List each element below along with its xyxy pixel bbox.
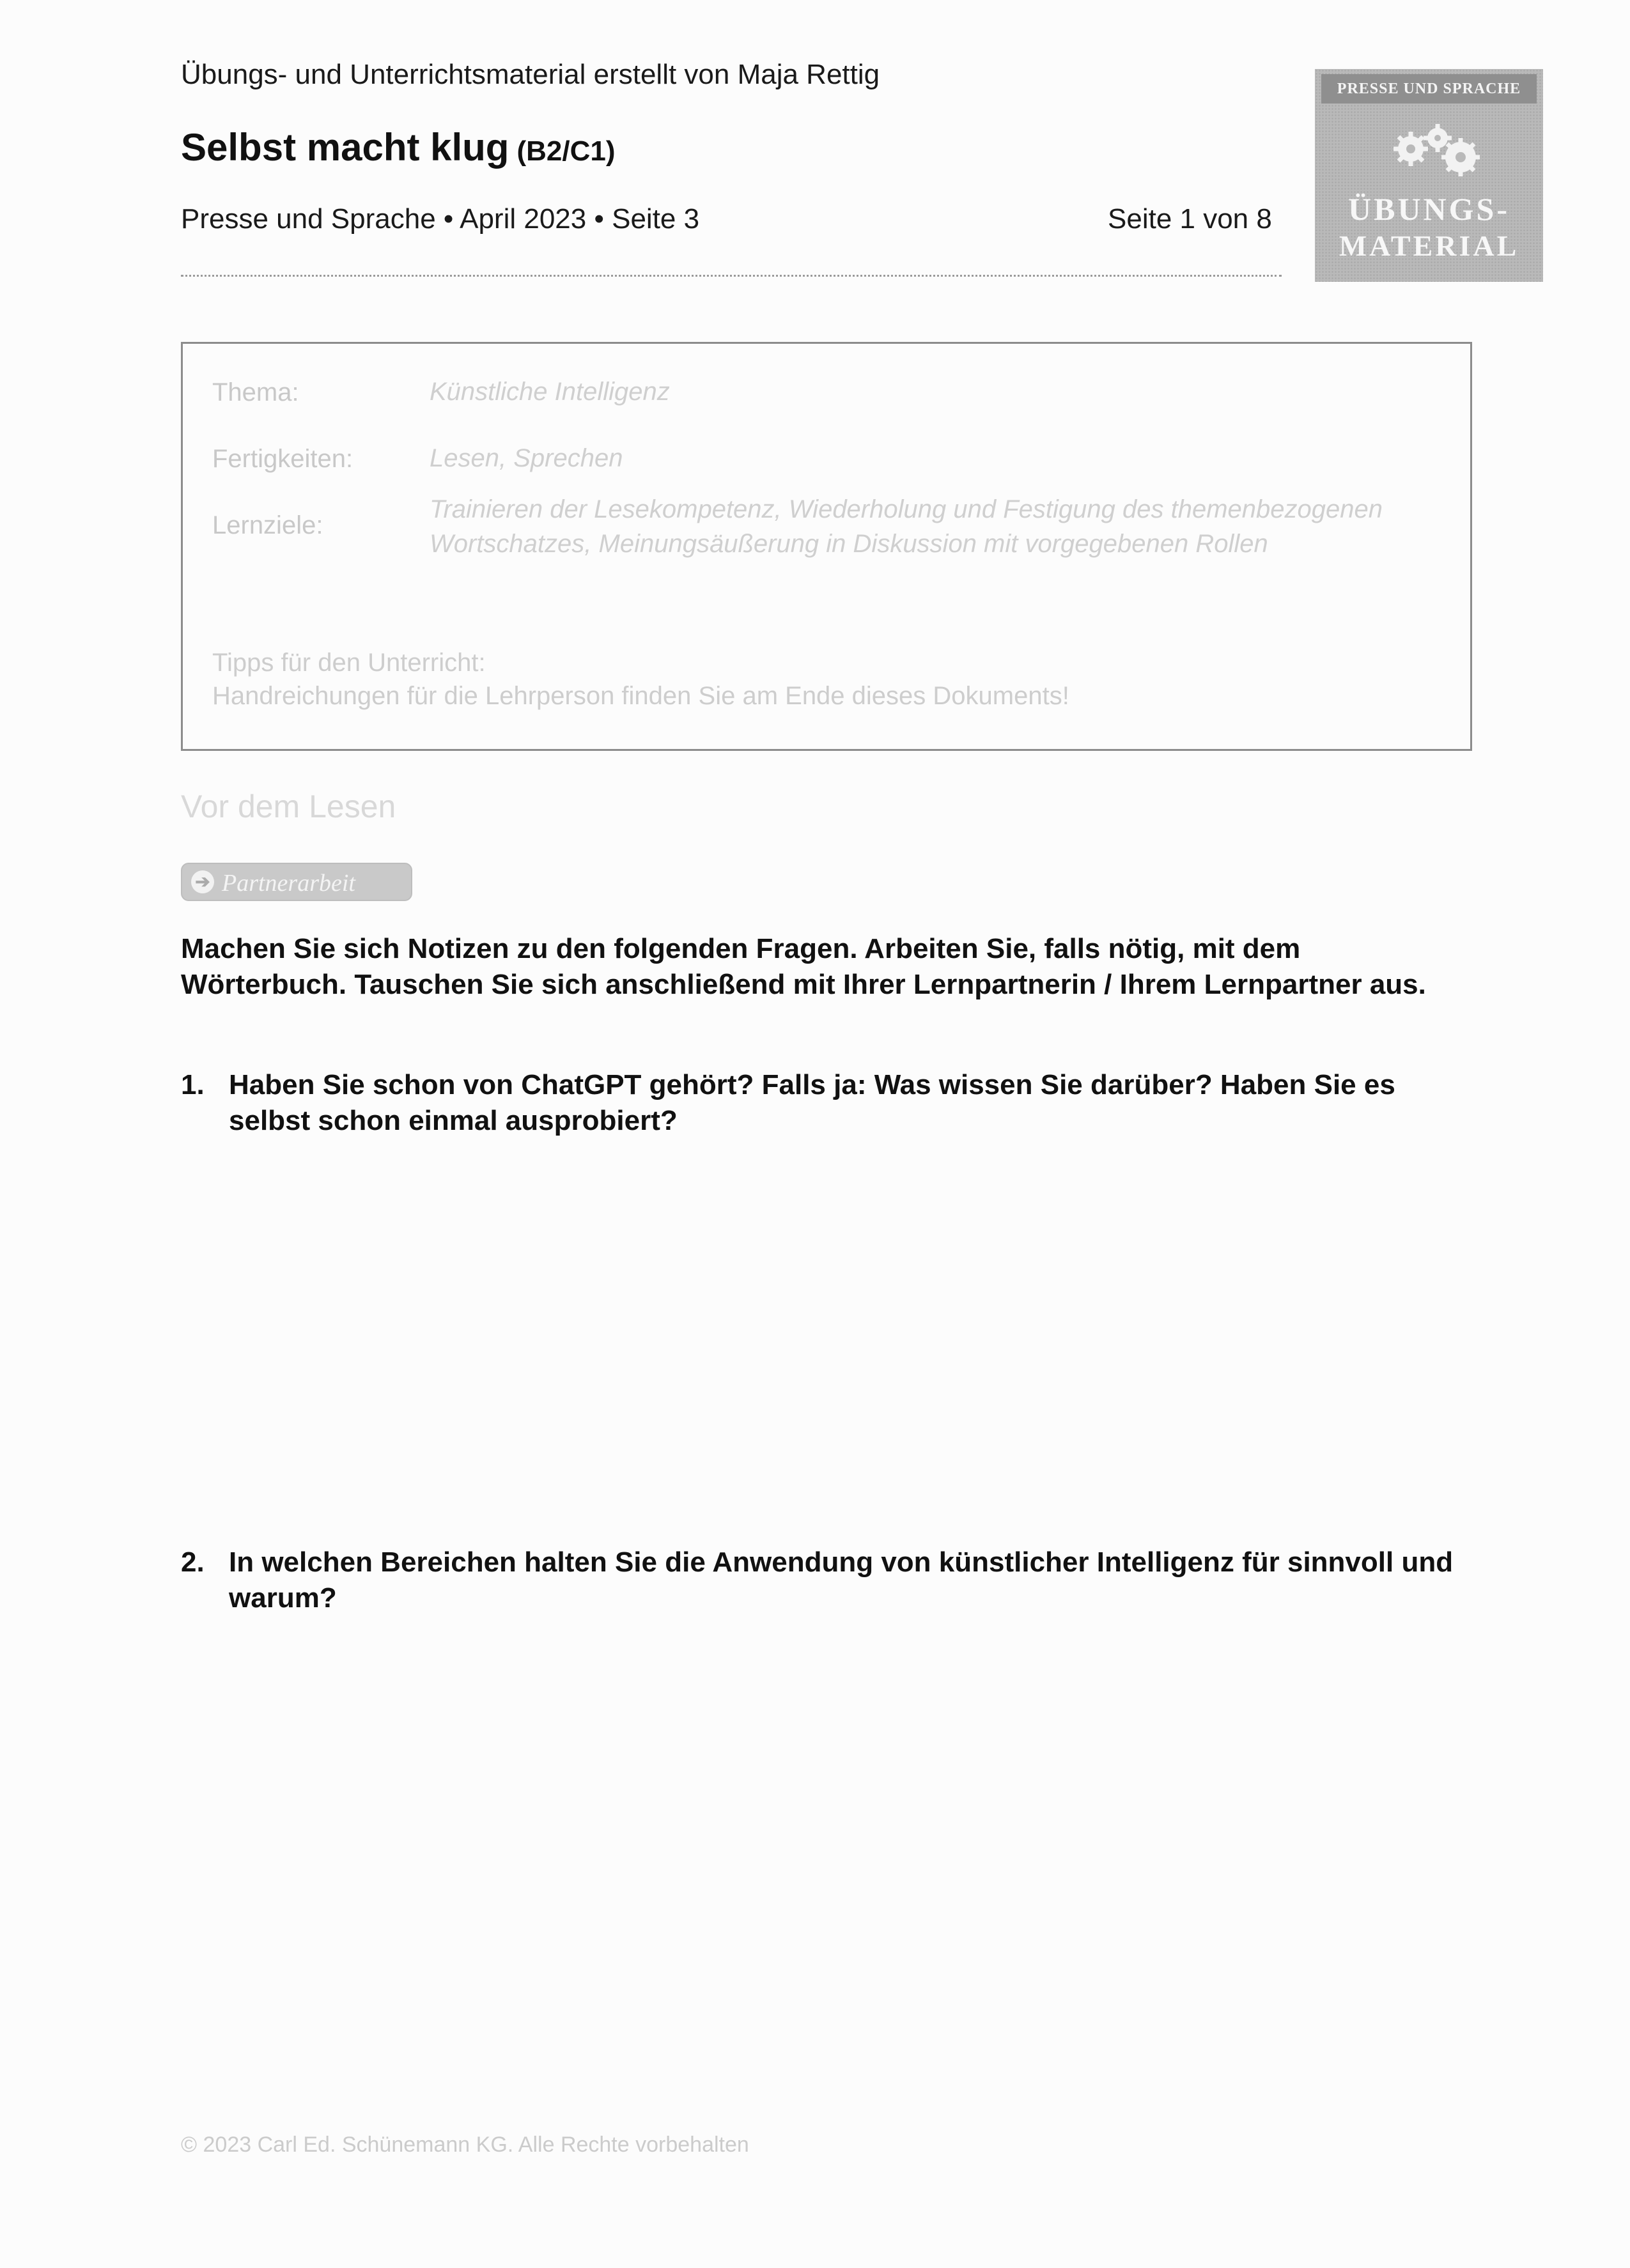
info-tips-text: Handreichungen für die Lehrperson finden Sie am Ende dieses Dokuments! [212,682,1069,710]
level-label: (B2/C1) [516,135,616,167]
badge-label: Partnerarbeit [222,870,355,897]
logo-top-text: PRESSE UND SPRACHE [1321,74,1537,104]
instructions: Machen Sie sich Notizen zu den folgenden Fragen. Arbeiten Sie, falls nötig, mit dem Wörterbuch. Tauschen Sie sich anschließend mit Ihrer Lernpartnerin / Ihrem Lernpartner aus. [181,933,1426,1000]
section-heading: Vor dem Lesen [181,789,396,824]
document-title: Selbst macht klug [181,126,509,169]
info-label-skills: Fertigkeiten: [212,445,353,473]
header-divider [181,275,1282,277]
page-indicator: Seite 1 von 8 [1108,203,1272,235]
partner-work-badge [181,863,412,901]
gears-icon [1385,114,1481,190]
question-text: In welchen Bereichen halten Sie die Anwendung von künstlicher Intelligenz für sinnvoll und warum? [229,1547,1454,1614]
source-line: Presse und Sprache • April 2023 • Seite 3 [181,203,700,235]
info-label-goals: Lernziele: [212,511,323,539]
info-label-topic: Thema: [212,378,299,406]
author-line: Übungs- und Unterrichtsmaterial erstellt von Maja Rettig [181,59,880,90]
copyright-footer: © 2023 Carl Ed. Schünemann KG. Alle Rechte vorbehalten [181,2133,749,2157]
title-row [181,125,616,169]
logo-line1: ÜBUNGS- [1347,191,1510,227]
question-text: Haben Sie schon von ChatGPT gehört? Falls ja: Was wissen Sie darüber? Haben Sie es selbst schon einmal ausprobiert? [229,1069,1395,1136]
info-value-skills: Lesen, Sprechen [430,444,623,472]
publisher-logo [1315,69,1543,282]
question-number: 2. [181,1547,205,1578]
logo-line2: MATERIAL [1339,229,1519,262]
info-value-topic: Künstliche Intelligenz [430,378,670,406]
info-value-goals: Trainieren der Lesekompetenz, Wiederholung und Festigung des themenbezogenen Wortschatzes, Meinungsäußerung in Diskussion mit vorgegebenen Rollen [430,495,1383,558]
arrow-right-icon: ➔ [191,870,214,893]
info-tips-heading: Tipps für den Unterricht: [212,649,486,677]
question-number: 1. [181,1069,205,1100]
